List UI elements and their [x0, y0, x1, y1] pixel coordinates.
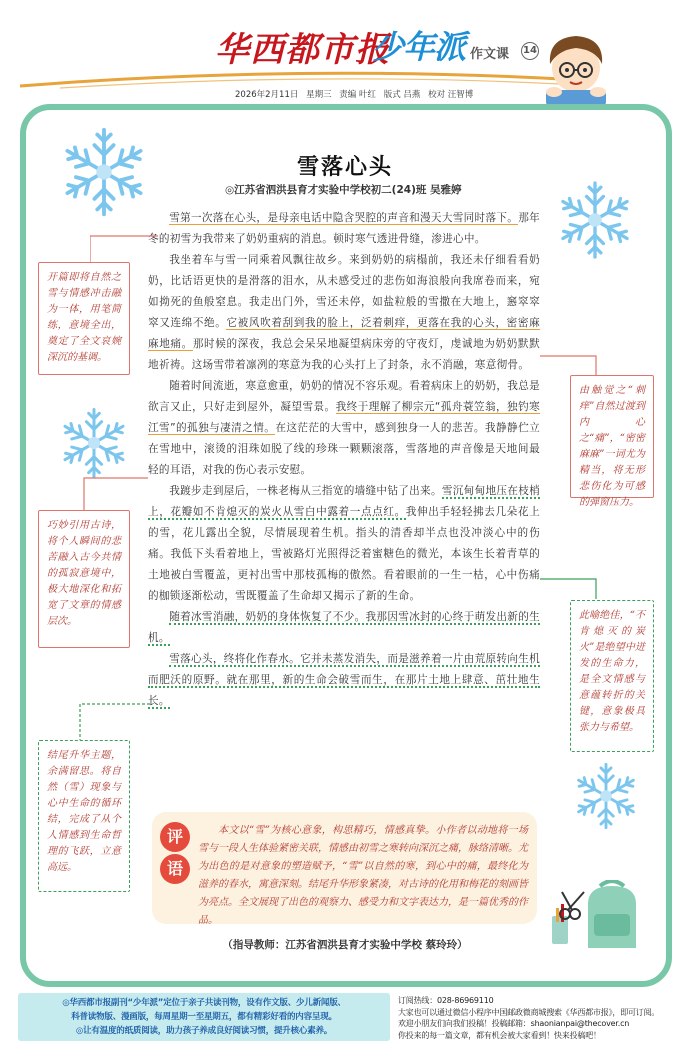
submission-invite: 你投来的每一篇文章，都有机会被大家看到！快来投稿吧！ — [398, 1030, 601, 1040]
mascot-boy-icon — [540, 28, 612, 108]
annotation-note-1: 开篇即将自然之雪与情感冲击融为一体，用笔简练，意境全出，奠定了全文哀婉深沉的基调。 — [38, 262, 130, 375]
author-byline: ◎江苏省泗洪县育才实验中学校初二(24)班 吴雅婷 — [225, 184, 462, 196]
teacher-comment-text: 本文以“雪”为核心意象，构思精巧，情感真挚。小作者以动地将一场雪与一段人生体验紧密关联，情感由初雪之寒转向深沉之痛，脉络清晰。尤为出色的是对意象的塑造赋予，“雪”以自然的寒，到心中的痛，最终化为滋养的春水，寓意深刻。结尾升华形象紧凑，对古诗的化用和梅花的刻画皆为亮点。全文展现了出色的观察力、感受力和文字表达力，是一篇优秀的作品。 — [198, 825, 528, 926]
issue-number: 14 — [521, 42, 539, 60]
highlight-sentence: 随着冰雪消融，奶奶的身体恢复了不少。我那因雪冰封的心终于萌发出新的生机。 — [148, 611, 540, 644]
subscription-info: 大家也可以通过微信小程序中国邮政微商城搜索《华西都市报》，即可订阅。 — [398, 1007, 660, 1017]
paragraph-5 — [148, 607, 540, 649]
column-tag: 作文课 — [470, 47, 510, 62]
publication-date: 2026年2月11日 — [235, 90, 299, 100]
header-swoosh — [20, 70, 580, 90]
publication-weekday: 星期三 — [306, 90, 332, 100]
highlight-sentence: 它被风吹着刮到我的脸上，泛着刺痒，更落在我的心头，密密麻麻地痛。 — [148, 317, 540, 350]
note-connector — [540, 575, 600, 603]
paragraph-text: 我踱步走到屋后，一株老梅从三指宽的墙缝中钻了出来。 — [169, 485, 442, 497]
annotation-note-4: 此喻绝佳，“不肯熄灭的炭火”是绝望中迸发的生命力，是全文情感与意蕴转折的关键，意象极具张力与希望。 — [570, 600, 654, 752]
snowflake-icon — [56, 405, 132, 481]
newspaper-name: 华西都市报 — [215, 30, 390, 70]
subscription-hotline: 订阅热线：028-86969110 — [398, 996, 494, 1005]
layout-credit: 版式 吕燕 — [383, 90, 421, 100]
paragraph-2 — [148, 250, 540, 376]
note-connector — [80, 474, 150, 514]
highlight-sentence: 我终于理解了柳宗元“孤舟蓑笠翁，独钓寒江雪”的孤独与凄清之情。 — [148, 401, 540, 434]
footer-intro-line: ◎让有温度的纸质阅读，助力孩子养成良好阅读习惯，提升核心素养。 — [75, 1026, 333, 1036]
annotation-note-2: 由触觉之“刺痒”自然过渡到内心之“痛”，“密密麻麻”一词尤为精当，将无形悲伤化为可感的弹窗压力。 — [570, 375, 654, 498]
comment-badge-char: 语 — [160, 854, 190, 884]
paragraph-text: 我坐着车与雪一同乘着风飘往故乡。来到奶奶的病榻前，我还未仔细看看奶奶，比话语更快的是滑落的泪水，从未感受过的悲伤如海浪般向我席卷而来，宛如拗死的鱼般窒息。我走出门外，雪还未停，如盐粒般的雪撒在大地上，窸窣窣窣又连绵不绝。 — [148, 254, 540, 329]
annotation-note-3: 巧妙引用古诗，将个人瞬间的悲苦融入古今共情的孤寂意境中，极大地深化和拓宽了文章的情感层次。 — [38, 510, 130, 648]
highlight-sentence: 雪第一次落在心头，是母亲电话中隐含哭腔的声音和漫天大雪同时落下。 — [169, 212, 519, 224]
article-body — [148, 208, 540, 712]
masthead — [0, 0, 690, 110]
annotation-note-5: 结尾升华主题，余满留思。将自然（雪）现象与心中生命的循环结，完成了从个人情感到生命哲理的飞跃，立意高远。 — [38, 740, 130, 892]
highlight-sentence: 雪沉甸甸地压在枝梢上，花瓣如不肯熄灭的炭火从雪白中露着一点点红。 — [148, 485, 541, 518]
publication-meta — [235, 88, 478, 100]
column-name: 少年派 — [372, 28, 466, 66]
paragraph-4 — [148, 481, 540, 607]
snowflake-icon — [553, 178, 637, 262]
footer-intro-line: 科普读物版、漫画版，每周星期一至星期五，都有精彩好看的内容呈现。 — [71, 1012, 337, 1022]
highlight-sentence: 雪落心头，终将化作春水。它并未蒸发消失，而是滋养着一片由荒原转向生机而肥沃的原野。就在那里，新的生命会破雪而生，在那片土地上肆意、茁壮地生长。 — [148, 653, 540, 707]
footer-intro — [18, 993, 390, 1041]
article-title: 雪落心头 — [296, 154, 393, 180]
proofread-credit: 校对 汪智博 — [428, 90, 474, 100]
comment-badge-char: 评 — [160, 822, 190, 852]
paragraph-1 — [148, 208, 540, 250]
paragraph-6 — [148, 649, 540, 712]
comment-badge — [160, 822, 190, 884]
paragraph-text: 那时候的深夜，我总会呆呆地凝望病床旁的守夜灯，虔诚地为奶奶默默地祈祷。这场雪带着凛冽的寒意为我的心头打上了封条，永不消融，寒意彻骨。 — [148, 338, 541, 371]
paragraph-text: 随着时间流逝，寒意愈重，奶奶的情况不容乐观。看着病床上的奶奶，我总是欲言又止，只好走到屋外，凝望雪景。 — [148, 380, 540, 413]
snowflake-icon — [570, 760, 642, 832]
instructor-credit: （指导教师：江苏省泗洪县育才实验中学校 蔡玲玲） — [222, 939, 468, 951]
paragraph-3 — [148, 376, 540, 481]
paragraph-text: 在这茫茫的大雪中，感到独身一人的悲苦。我静静伫立在雪地中，滚烫的泪珠如脱了线的珍珠一颗颗滚落，雪落地的声音像是天地间最轻的耳语，对我的伤心表示安慰。 — [148, 422, 540, 476]
editor-credit: 责编 叶红 — [339, 90, 376, 100]
footer-contact — [396, 993, 676, 1041]
submission-email: 欢迎小朋友们向我们投稿！投稿邮箱：shaonianpai@thecover.cn — [398, 1019, 630, 1028]
note-connector — [76, 700, 152, 744]
footer-intro-line: ◎华西都市报副刊“少年派”定位于亲子共读刊物，设有作文版、少儿新闻版、 — [62, 998, 346, 1008]
paragraph-text: 那年冬的初雪为我带来了奶奶重病的消息。顿时寒气透进骨缝，渗进心中。 — [148, 212, 540, 245]
paragraph-text: 我伸出手轻轻拂去几朵花上的雪，花儿露出全貌，尽情展现着生机。指头的清香却半点也没冲淡心中的伤痛。我低下头看着地上，雪被路灯光照得泛着蜜糖色的微光，本该生长着青草的土地被白雪覆盖，更衬出雪中那枝孤梅的傲然。看着眼前的一生一枯，心中伤痛的枷锁逐渐松动，雪既覆盖了生命却又揭示了新的生命。 — [148, 506, 540, 602]
